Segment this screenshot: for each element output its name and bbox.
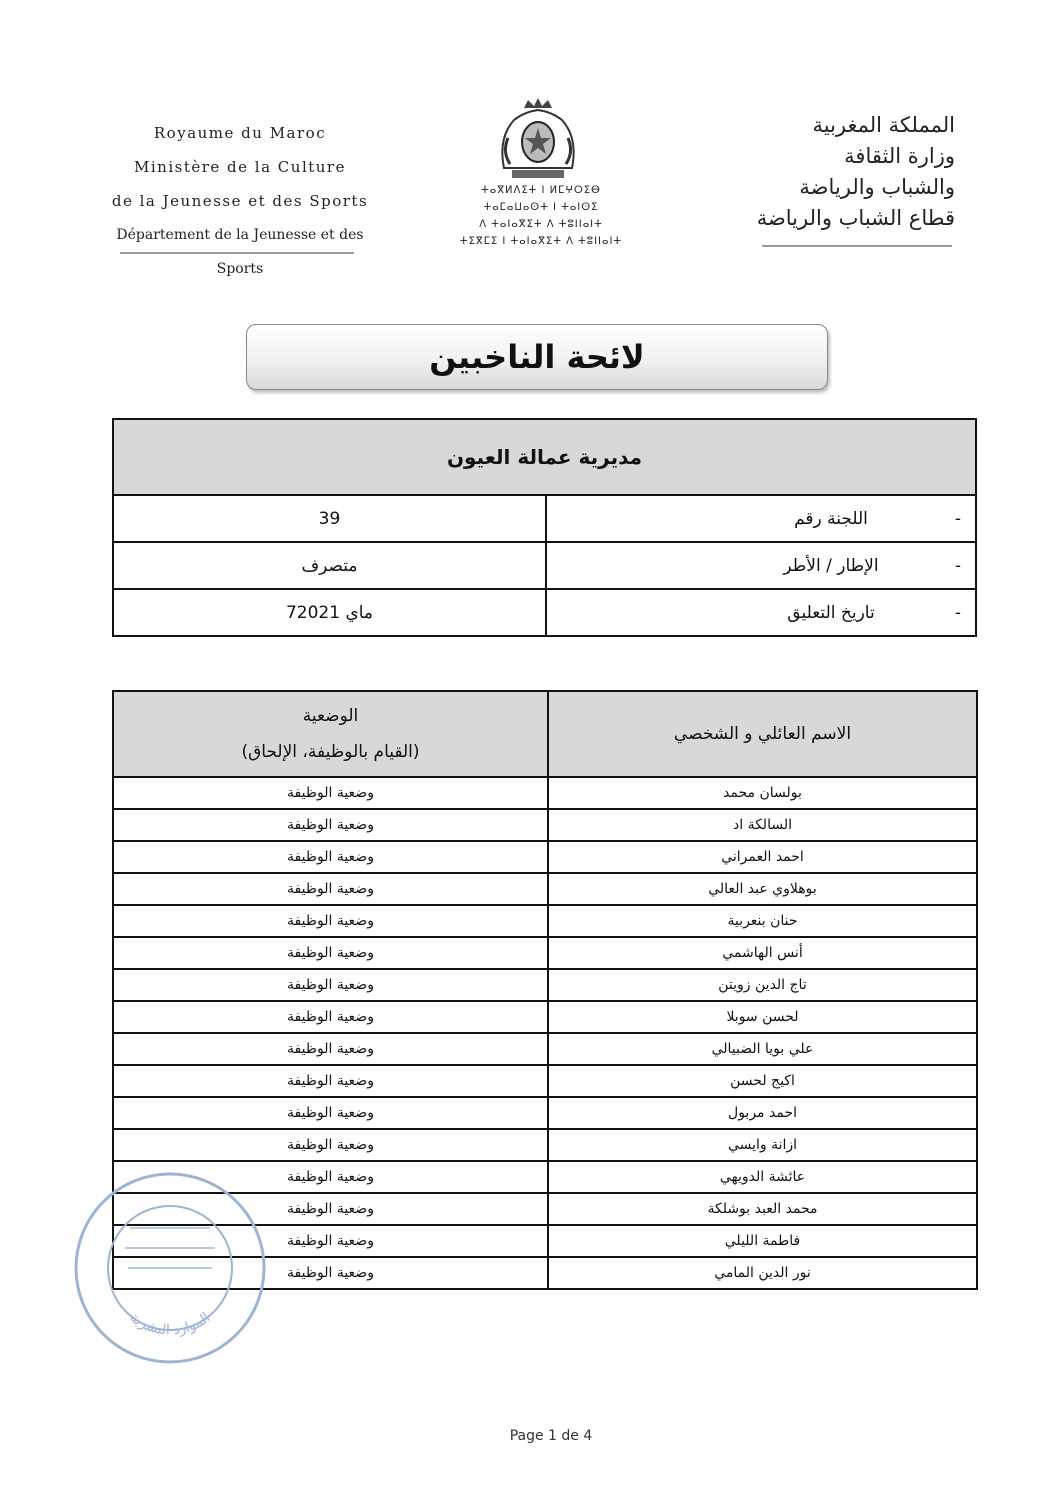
info-label-cell — [546, 495, 976, 542]
info-row — [113, 495, 976, 542]
french-header-line: Ministère de la Culture — [134, 158, 346, 176]
grade-value: متصرف — [113, 542, 546, 589]
table-row — [113, 1129, 977, 1161]
status-cell: وضعية الوظيفة — [113, 809, 548, 841]
tifinagh-line: ⵜⴰⵎⴰⵡⴰⵙⵜ ⵏ ⵜⴰⵏⵙⵉ — [483, 202, 599, 213]
name-cell: عائشة الدويهي — [548, 1161, 977, 1193]
status-cell: وضعية الوظيفة — [113, 1225, 548, 1257]
table-row — [113, 777, 977, 809]
info-dash: - — [954, 555, 962, 576]
info-label-cell — [546, 542, 976, 589]
status-header-subline: (القيام بالوظيفة، الإلحاق) — [241, 742, 420, 762]
tifinagh-line: ⴷ ⵜⴰⵏⴰⴳⵉⵜ ⴷ ⵜⵓⵏⵏⴰⵏⵜ — [479, 219, 603, 230]
directorate-name: مديرية عمالة العيون — [113, 419, 976, 495]
arabic-header-line: قطاع الشباب والرياضة — [756, 206, 955, 230]
name-cell: فاطمة الليلي — [548, 1225, 977, 1257]
info-row — [113, 589, 976, 636]
voters-header-row — [113, 691, 977, 777]
french-header-line: Département de la Jeunesse et des Sports — [116, 227, 364, 277]
page-number: Page 1 de 4 — [509, 1428, 593, 1444]
status-column-header — [113, 691, 548, 777]
status-cell: وضعية الوظيفة — [113, 1257, 548, 1289]
name-cell: السالكة اد — [548, 809, 977, 841]
status-cell: وضعية الوظيفة — [113, 1065, 548, 1097]
status-cell: وضعية الوظيفة — [113, 1161, 548, 1193]
stamp-text: الموارد البشرية — [126, 1309, 214, 1339]
svg-text:الموارد البشرية — [127, 1310, 214, 1339]
committee-number: 39 — [113, 495, 546, 542]
name-cell: اكيج لحسن — [548, 1065, 977, 1097]
name-cell: احمد مربول — [548, 1097, 977, 1129]
status-cell: وضعية الوظيفة — [113, 1001, 548, 1033]
table-row — [113, 905, 977, 937]
name-column-header: الاسم العائلي و الشخصي — [548, 691, 977, 777]
posting-date-label: تاريخ التعليق — [787, 602, 875, 623]
info-dash: - — [954, 508, 962, 529]
status-cell: وضعية الوظيفة — [113, 1129, 548, 1161]
arabic-header-line: وزارة الثقافة — [844, 144, 955, 168]
info-dash: - — [954, 602, 962, 623]
tifinagh-line: ⵜⴰⴳⵍⴷⵉⵜ ⵏ ⵍⵎⵖⵔⵉⴱ — [481, 185, 601, 196]
status-cell: وضعية الوظيفة — [113, 777, 548, 809]
name-cell: بولسان محمد — [548, 777, 977, 809]
name-cell: أنس الهاشمي — [548, 937, 977, 969]
status-cell: وضعية الوظيفة — [113, 1193, 548, 1225]
info-header-row — [113, 419, 976, 495]
name-cell: تاج الدين زويتن — [548, 969, 977, 1001]
name-cell: لحسن سوبلا — [548, 1001, 977, 1033]
info-label-cell — [546, 589, 976, 636]
status-header-line: الوضعية — [302, 706, 359, 726]
status-cell: وضعية الوظيفة — [113, 969, 548, 1001]
table-row — [113, 969, 977, 1001]
name-cell: نور الدين المامي — [548, 1257, 977, 1289]
arabic-header — [735, 110, 955, 234]
french-header-rule — [120, 252, 354, 254]
name-cell: علي بويا الضبيالي — [548, 1033, 977, 1065]
tifinagh-line: ⵜⵉⴳⵎⵉ ⵏ ⵜⴰⵏⴰⴳⵉⵜ ⴷ ⵜⵓⵏⵏⴰⵏⵜ — [459, 236, 623, 247]
table-row — [113, 1065, 977, 1097]
status-cell: وضعية الوظيفة — [113, 841, 548, 873]
status-cell: وضعية الوظيفة — [113, 1097, 548, 1129]
table-row — [113, 1097, 977, 1129]
title-box — [246, 324, 828, 390]
table-row — [113, 1033, 977, 1065]
status-cell: وضعية الوظيفة — [113, 1033, 548, 1065]
official-stamp — [70, 1168, 270, 1368]
committee-label: اللجنة رقم — [794, 508, 868, 529]
grade-label: الإطار / الأطر — [783, 555, 879, 576]
status-cell: وضعية الوظيفة — [113, 905, 548, 937]
name-cell: احمد العمراني — [548, 841, 977, 873]
name-cell: بوهلاوي عبد العالي — [548, 873, 977, 905]
page-title: لائحة الناخبين — [429, 338, 645, 376]
name-cell: حنان بنعربية — [548, 905, 977, 937]
name-cell: محمد العبد بوشلكة — [548, 1193, 977, 1225]
table-row — [113, 1001, 977, 1033]
table-row — [113, 841, 977, 873]
table-row — [113, 937, 977, 969]
name-cell: ازانة وايسي — [548, 1129, 977, 1161]
arabic-header-line: المملكة المغربية — [812, 113, 955, 137]
coat-of-arms-icon — [494, 98, 582, 182]
tifinagh-header — [446, 182, 636, 250]
table-row — [113, 809, 977, 841]
posting-date: 7ماي 2021 — [113, 589, 546, 636]
info-row — [113, 542, 976, 589]
info-table — [112, 418, 977, 637]
french-header — [110, 116, 370, 286]
table-row — [113, 873, 977, 905]
french-header-line: de la Jeunesse et des Sports — [111, 192, 369, 210]
status-cell: وضعية الوظيفة — [113, 873, 548, 905]
arabic-header-line: والشباب والرياضة — [799, 175, 955, 199]
arabic-header-rule — [762, 245, 952, 247]
status-cell: وضعية الوظيفة — [113, 937, 548, 969]
french-header-line: Royaume du Maroc — [153, 124, 327, 142]
